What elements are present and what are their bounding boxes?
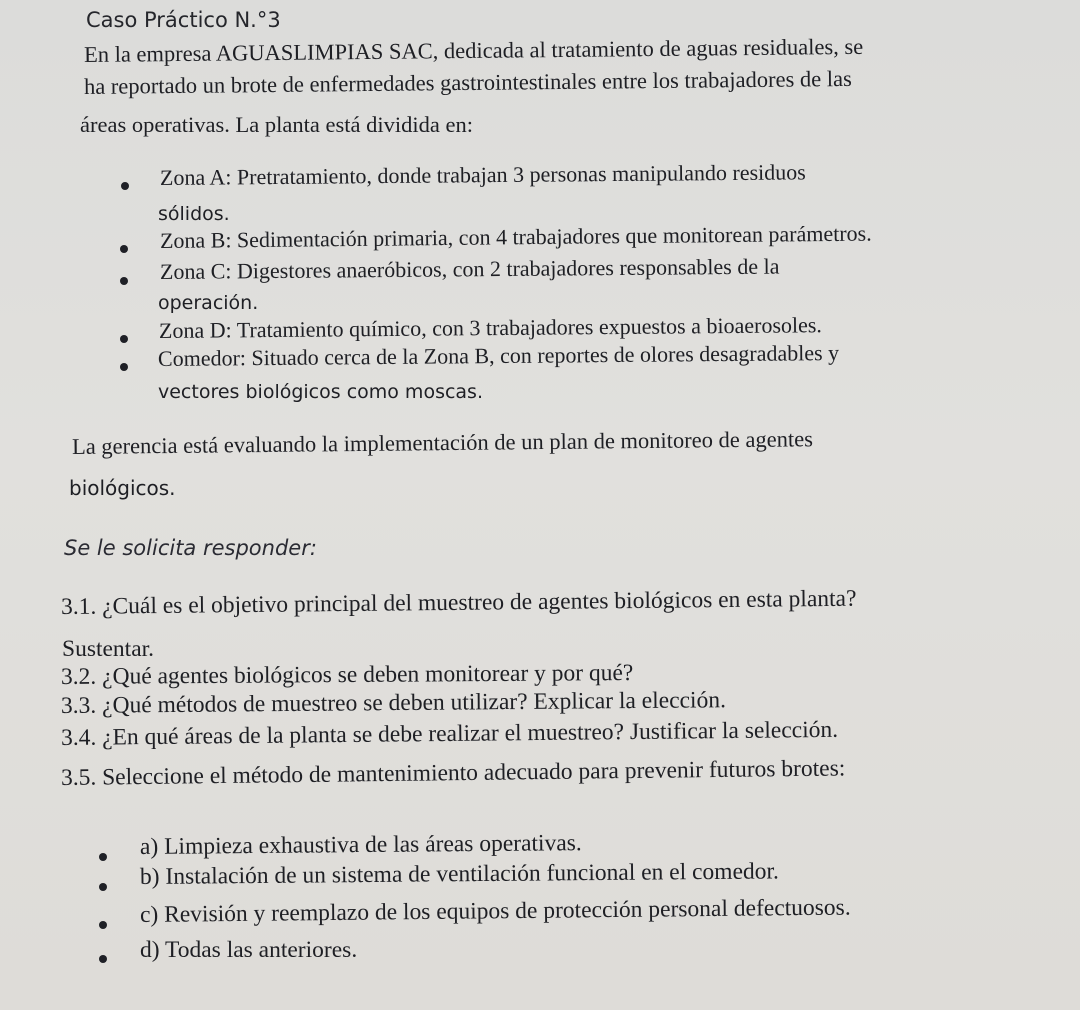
zone-b-line: Zona B: Sedimentación primaria, con 4 trabajadores que monitorean parámetros.	[159, 220, 872, 253]
option-d: d) Todas las anteriores.	[140, 937, 358, 963]
bullet-icon	[121, 182, 129, 190]
bullet-icon	[120, 277, 128, 285]
prompt-heading: Se le solicita responder:	[64, 536, 317, 560]
management-line-2: biológicos.	[69, 476, 176, 500]
question-3-4: 3.4. ¿En qué áreas de la planta se debe realizar el muestreo? Justificar la selección.	[60, 716, 839, 751]
zone-c-line-2: operación.	[158, 292, 259, 314]
bullet-icon	[99, 921, 107, 929]
intro-line-3: áreas operativas. La planta está dividida en:	[80, 112, 473, 137]
case-title: Caso Práctico N.°3	[86, 8, 281, 32]
question-3-1-sustentar: Sustentar.	[62, 636, 155, 662]
option-a: a) Limpieza exhaustiva de las áreas operativas.	[139, 830, 582, 860]
management-line-1: La gerencia está evaluando la implementación de un plan de monitoreo de agentes	[71, 426, 814, 459]
question-3-2: 3.2. ¿Qué agentes biológicos se deben monitorear y por qué?	[60, 660, 634, 690]
comedor-line-1: Comedor: Situado cerca de la Zona B, con reportes de olores desagradables y	[157, 340, 840, 371]
bullet-icon	[99, 853, 107, 861]
bullet-icon	[120, 363, 128, 371]
question-3-3: 3.3. ¿Qué métodos de muestreo se deben utilizar? Explicar la elección.	[60, 687, 727, 719]
intro-line-1: En la empresa AGUASLIMPIAS SAC, dedicada al tratamiento de aguas residuales, se	[83, 33, 864, 67]
zone-d-line: Zona D: Tratamiento químico, con 3 trabajadores expuestos a bioaerosoles.	[158, 312, 822, 343]
option-c: c) Revisión y reemplazo de los equipos de protección personal defectuosos.	[139, 894, 851, 928]
bullet-icon	[99, 955, 107, 963]
question-3-1: 3.1. ¿Cuál es el objetivo principal del muestreo de agentes biológicos en esta planta?	[60, 585, 857, 620]
bullet-icon	[120, 335, 128, 343]
bullet-icon	[99, 883, 107, 891]
question-3-5: 3.5. Seleccione el método de mantenimiento adecuado para prevenir futuros brotes:	[60, 755, 846, 791]
intro-line-2: ha reportado un brote de enfermedades gastrointestinales entre los trabajadores de las	[83, 65, 852, 99]
zone-c-line-1: Zona C: Digestores anaeróbicos, con 2 trabajadores responsables de la	[159, 253, 780, 284]
bullet-icon	[120, 245, 128, 253]
comedor-line-2: vectores biológicos como moscas.	[158, 381, 483, 403]
zone-a-line-2: sólidos.	[158, 203, 230, 225]
option-b: b) Instalación de un sistema de ventilación funcional en el comedor.	[139, 858, 779, 890]
zone-a-line-1: Zona A: Pretratamiento, donde trabajan 3 personas manipulando residuos	[159, 159, 806, 190]
